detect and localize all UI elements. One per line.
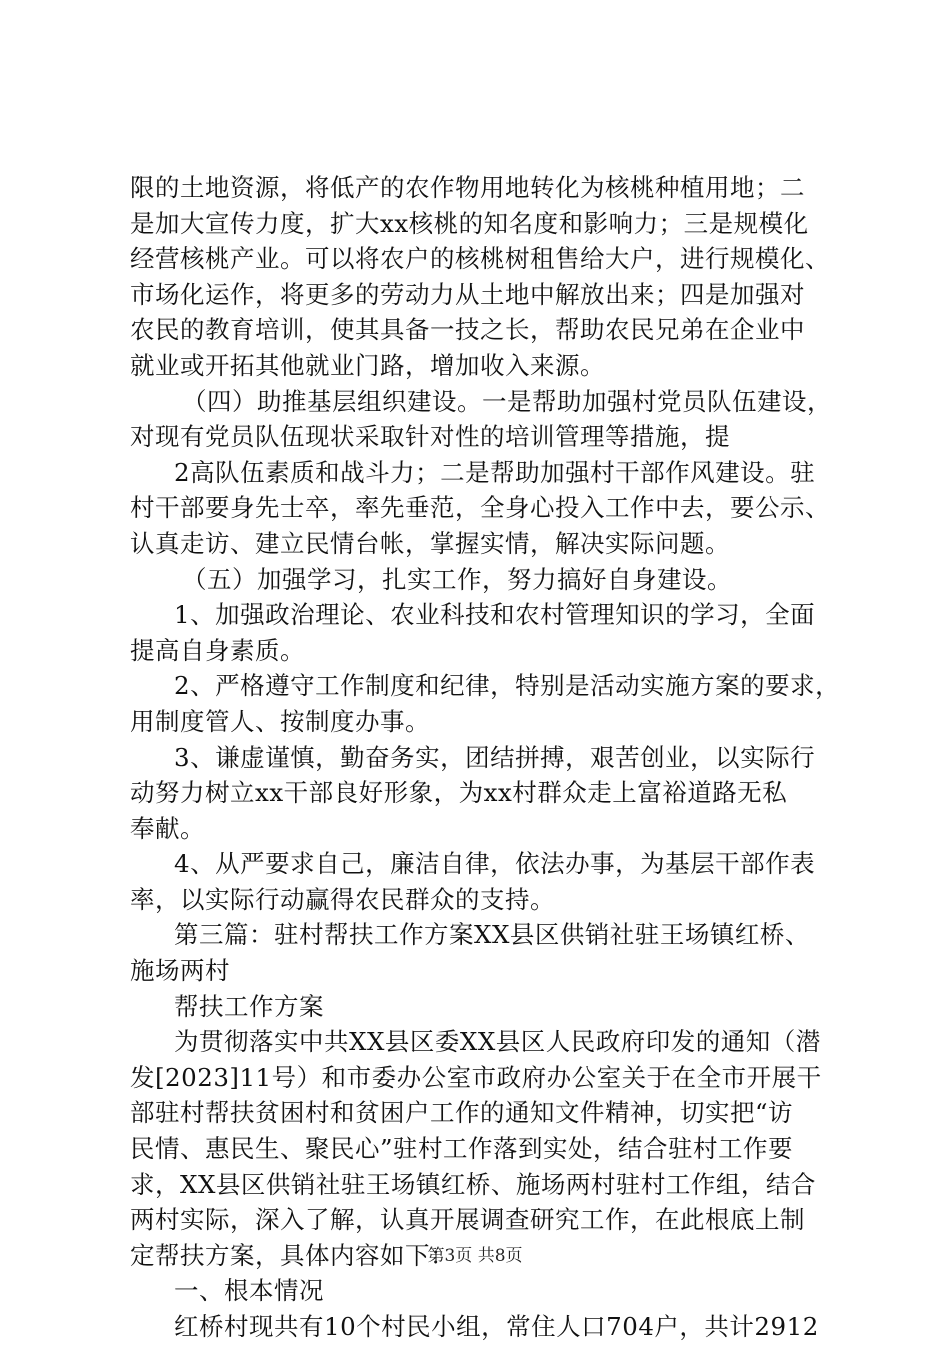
text-line: 提高自身素质。: [130, 635, 305, 665]
text-line: （五）加强学习，扎实工作，努力搞好自身建设。: [182, 564, 732, 594]
text-line: 动努力树立xx干部良好形象，为xx村群众走上富裕道路无私: [130, 778, 788, 808]
text-line: 求，XX县区供销社驻王场镇红桥、施场两村驻村工作组，结合: [130, 1169, 816, 1199]
text-line: 是加大宣传力度，扩大xx核桃的知名度和影响力；三是规模化: [130, 208, 809, 238]
page-footer: 第3页 共8页: [427, 1246, 523, 1266]
text-line: 发[2023]11号）和市委办公室市政府办公室关于在全市开展干: [130, 1062, 822, 1092]
text-line: 村干部要身先士卒，率先垂范，全身心投入工作中去，要公示、: [130, 493, 830, 523]
text-line: 红桥村现共有10个村民小组，常住人口704户，共计2912: [174, 1312, 819, 1341]
text-line: 用制度管人、按制度办事。: [130, 706, 430, 736]
text-line: 2高队伍素质和战斗力；二是帮助加强村干部作风建设。驻: [174, 457, 816, 487]
text-line: 为贯彻落实中共XX县区委XX县区人民政府印发的通知（潜: [174, 1027, 821, 1057]
text-line: 认真走访、建立民情台帐，掌握实情，解决实际问题。: [130, 528, 730, 558]
text-line: （四）助推基层组织建设。一是帮助加强村党员队伍建设，: [182, 386, 832, 416]
document-body: [130, 170, 841, 1345]
text-line: 1、加强政治理论、农业科技和农村管理知识的学习，全面: [174, 600, 816, 630]
text-line: 施场两村: [130, 956, 230, 986]
text-line: 率，以实际行动赢得农民群众的支持。: [130, 884, 555, 914]
text-line: 限的土地资源，将低产的农作物用地转化为核桃种植用地；二: [130, 173, 805, 202]
text-line: 第三篇：驻村帮扶工作方案XX县区供销社驻王场镇红桥、: [174, 920, 810, 950]
text-line: 对现有党员队伍现状采取针对性的培训管理等措施，提: [130, 422, 730, 452]
text-line: 3、谦虚谨慎，勤奋务实，团结拼搏，艰苦创业，以实际行: [174, 742, 816, 772]
text-line: 两村实际，深入了解，认真开展调查研究工作，在此根底上制: [130, 1205, 805, 1235]
text-line: 民情、惠民生、聚民心”驻村工作落到实处，结合驻村工作要: [130, 1134, 794, 1164]
text-line: 奉献。: [130, 813, 205, 843]
text-line: 4、从严要求自己，廉洁自律，依法办事，为基层干部作表: [174, 849, 816, 879]
text-line: 农民的教育培训，使其具备一技之长，帮助农民兄弟在企业中: [130, 315, 805, 345]
text-line: 市场化运作，将更多的劳动力从土地中解放出来；四是加强对: [130, 279, 805, 309]
text-line: 部驻村帮扶贫困村和贫困户工作的通知文件精神，切实把“访: [130, 1098, 794, 1128]
text-line: 定帮扶方案，具体内容如下：: [130, 1240, 455, 1270]
text-line: 就业或开拓其他就业门路，增加收入来源。: [130, 350, 605, 380]
text-line: 一、根本情况: [174, 1276, 324, 1306]
text-line: 经营核桃产业。可以将农户的核桃树租售给大户，进行规模化、: [130, 244, 830, 274]
text-line: 帮扶工作方案: [174, 991, 324, 1021]
text-line: 2、严格遵守工作制度和纪律，特别是活动实施方案的要求，: [174, 671, 841, 701]
